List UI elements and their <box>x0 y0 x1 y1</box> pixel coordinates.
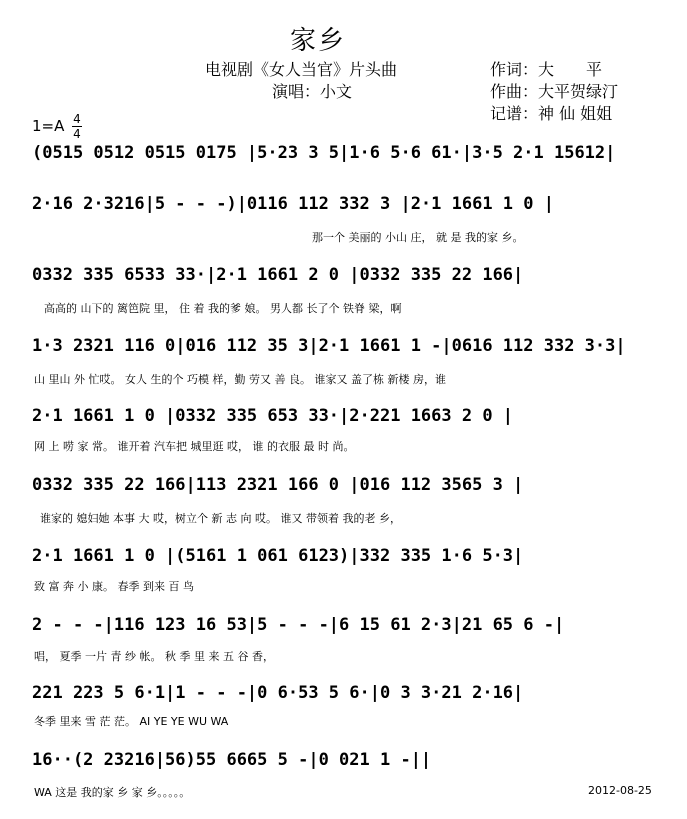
time-signature-bottom: 4 <box>73 127 81 141</box>
notation-row-3: 0332 335 6533 33·|2·1 1661 2 0 |0332 335 22 166| <box>32 265 524 285</box>
key-signature: 1=A <box>32 117 65 135</box>
time-signature <box>72 113 82 140</box>
transcription-date: 2012-08-25 <box>588 784 652 797</box>
singer-credit: 演唱：小文 <box>272 82 353 101</box>
song-title: 家乡 <box>290 26 347 56</box>
lyrics-row-3: 高高的 山下的 篱笆院 里， 住 着 我的爹 娘。 男人都 长了个 铁脊 梁，啊 <box>44 302 402 315</box>
notation-row-6: 0332 335 22 166|113 2321 166 0 |016 112 3565 3 | <box>32 475 524 495</box>
lyrics-row-6: 谁家的 媳妇她 本事 大 哎，树立个 新 志 向 哎。 谁又 带领着 我的老 乡， <box>40 512 401 525</box>
time-signature-top: 4 <box>73 112 81 126</box>
composer-credit: 作曲：大平贺绿汀 <box>490 82 619 101</box>
notation-row-7: 2·1 1661 1 0 |(5161 1 061 6123)|332 335 1·6 5·3| <box>32 546 524 566</box>
notation-row-4: 1·3 2321 116 0|016 112 35 3|2·1 1661 1 -|0616 112 332 3·3| <box>32 336 626 356</box>
lyrics-row-2: 那一个 美丽的 小山 庄， 就 是 我的家 乡。 <box>312 231 524 244</box>
notation-row-5: 2·1 1661 1 0 |0332 335 653 33·|2·221 1663 2 0 | <box>32 406 514 426</box>
notation-row-8: 2 - - -|116 123 16 53|5 - - -|6 15 61 2·3|21 65 6 -| <box>32 615 565 635</box>
song-subtitle: 电视剧《女人当官》片头曲 <box>205 60 398 79</box>
notation-row-2: 2·16 2·3216|5 - - -)|0116 112 332 3 |2·1 1661 1 0 | <box>32 194 554 214</box>
lyrics-row-5: 网 上 唠 家 常。 谁开着 汽车把 城里逛 哎， 谁 的衣服 最 时 尚。 <box>34 440 355 453</box>
lyrics-row-7: 致 富 奔 小 康。 春季 到来 百 鸟 <box>34 580 194 593</box>
lyrics-row-4: 山 里山 外 忙哎。 女人 生的个 巧模 样，勤 劳又 善 良。 谁家又 盖了栋 新楼 房，谁 <box>34 373 446 386</box>
notation-row-1: (0515 0512 0515 0175 |5·23 3 5|1·6 5·6 61·|3·5 2·1 15612| <box>32 143 616 163</box>
lyrics-row-10: WA 这是 我的家 乡 家 乡。。。。。 <box>34 786 191 799</box>
notation-row-9: 221 223 5 6·1|1 - - -|0 6·53 5 6·|0 3 3·21 2·16| <box>32 683 524 703</box>
transcriber-credit: 记谱：神 仙 姐姐 <box>490 104 613 123</box>
lyricist-credit: 作词：大 平 <box>490 60 603 79</box>
notation-row-10: 16··(2 23216|56)55 6665 5 -|0 021 1 -|| <box>32 750 432 770</box>
lyrics-row-8: 唱， 夏季 一片 青 纱 帐。 秋 季 里 来 五 谷 香， <box>34 650 274 663</box>
lyrics-row-9: 冬季 里来 雪 茫 茫。 AI YE YE WU WA <box>34 715 229 728</box>
